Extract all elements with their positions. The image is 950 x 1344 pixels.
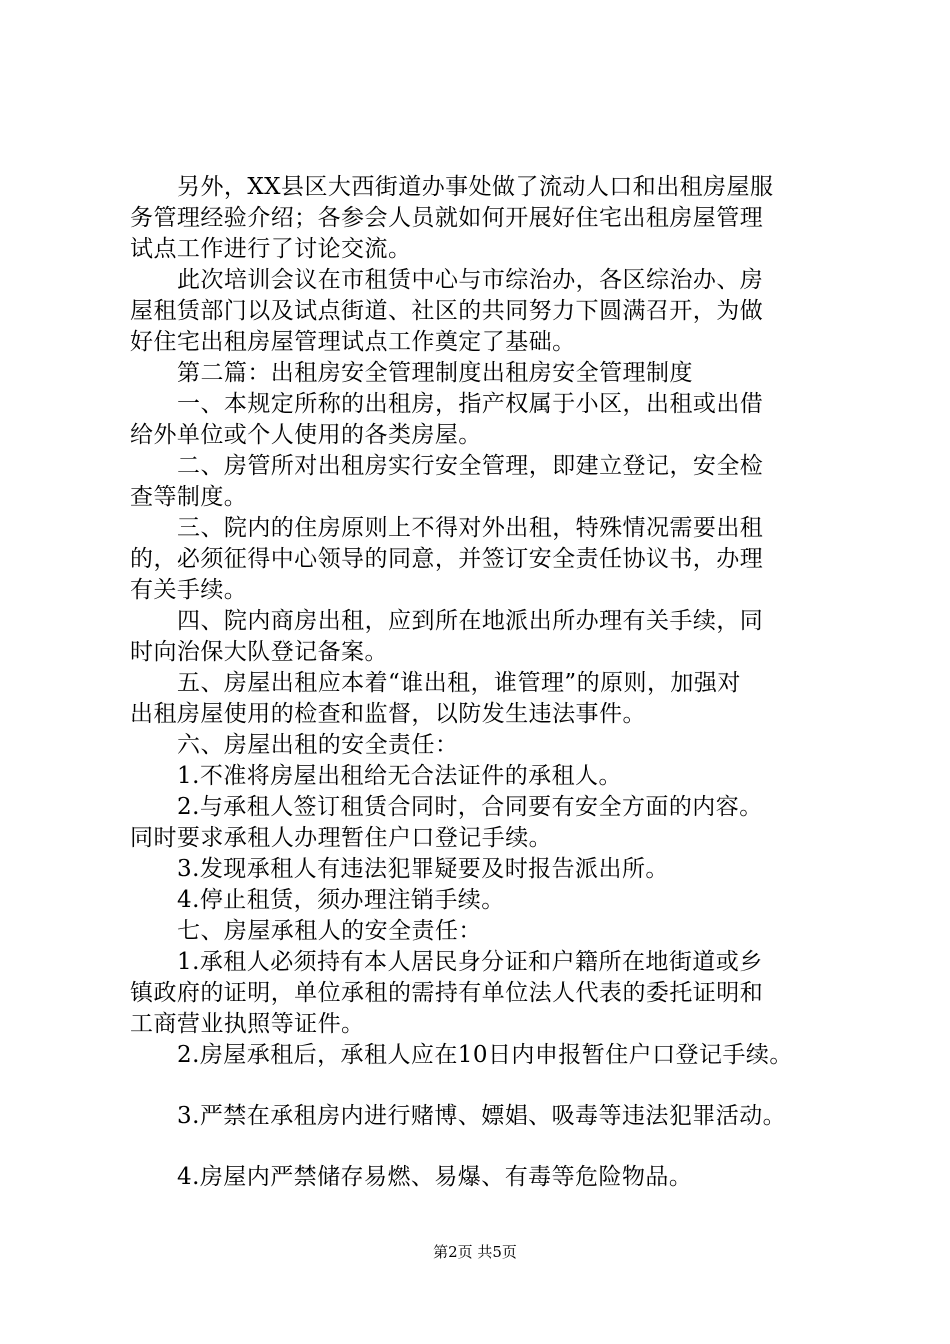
text-line: [130, 420, 830, 451]
paragraph: [130, 947, 830, 1040]
line-text: 好住宅出租房屋管理试点工作奠定了基础。: [130, 329, 576, 355]
line-text: 镇政府的证明，单位承租的需持有单位法人代表的委托证明和: [130, 980, 764, 1006]
line-text: 四、院内商房出租，应到所在地派出所办理有关手续，同: [177, 608, 764, 634]
document-body: [130, 172, 830, 1193]
line-text: 的，必须征得中心领导的同意，并签订安全责任协议书，办理: [130, 546, 764, 572]
line-text: 2.与承租人签订租赁合同时，合同要有安全方面的内容。: [177, 794, 763, 820]
text-line: [130, 792, 830, 823]
text-line: [130, 482, 830, 513]
paragraph: [130, 916, 830, 947]
line-text: 第二篇：出租房安全管理制度出租房安全管理制度: [177, 360, 693, 386]
line-text: 时向治保大队登记备案。: [130, 639, 388, 665]
text-line: [130, 1162, 830, 1193]
text-line: [130, 885, 830, 916]
text-line: [130, 296, 830, 327]
paragraph: [130, 1040, 830, 1071]
paragraph: [130, 358, 830, 389]
paragraph-gap: [130, 1071, 830, 1101]
paragraph: [130, 265, 830, 358]
paragraph: [130, 668, 830, 730]
text-line: [130, 513, 830, 544]
line-text: 1.承租人必须持有本人居民身分证和户籍所在地街道或乡: [177, 949, 763, 975]
text-line: [130, 668, 830, 699]
line-text: 七、房屋承租人的安全责任：: [177, 918, 482, 944]
line-text: 有关手续。: [130, 577, 248, 603]
text-line: [130, 575, 830, 606]
text-line: [130, 265, 830, 296]
line-text: 屋租赁部门以及试点街道、社区的共同努力下圆满召开，为做: [130, 298, 764, 324]
line-text: 工商营业执照等证件。: [130, 1011, 365, 1037]
line-text: 六、房屋出租的安全责任：: [177, 732, 459, 758]
text-line: [130, 606, 830, 637]
line-text: 3.严禁在承租房内进行赌博、嫖娼、吸毒等违法犯罪活动。: [177, 1103, 787, 1129]
text-line: [130, 978, 830, 1009]
paragraph: [130, 172, 830, 265]
line-text: 一、本规定所称的出租房，指产权属于小区，出租或出借: [177, 391, 764, 417]
line-text: 查等制度。: [130, 484, 248, 510]
paragraph-gap: [130, 1132, 830, 1162]
text-line: [130, 823, 830, 854]
text-line: [130, 730, 830, 761]
paragraph: [130, 1101, 830, 1132]
paragraph: [130, 730, 830, 761]
line-text: 2.房屋承租后，承租人应在10日内申报暂住户口登记手续。: [177, 1042, 793, 1068]
page-footer: 第2页 共5页: [433, 1243, 517, 1261]
paragraph: [130, 451, 830, 513]
paragraph: [130, 792, 830, 854]
text-line: [130, 761, 830, 792]
text-line: [130, 389, 830, 420]
text-line: [130, 451, 830, 482]
text-line: [130, 916, 830, 947]
text-line: [130, 699, 830, 730]
text-line: [130, 1101, 830, 1132]
paragraph: [130, 761, 830, 792]
line-text: 出租房屋使用的检查和监督，以防发生违法事件。: [130, 701, 646, 727]
text-line: [130, 172, 830, 203]
paragraph: [130, 513, 830, 606]
line-text: 务管理经验介绍；各参会人员就如何开展好住宅出租房屋管理: [130, 205, 764, 231]
line-text: 二、房管所对出租房实行安全管理，即建立登记，安全检: [177, 453, 764, 479]
line-text: 4.停止租赁，须办理注销手续。: [177, 887, 505, 913]
paragraph: [130, 854, 830, 885]
text-line: [130, 234, 830, 265]
line-text: 给外单位或个人使用的各类房屋。: [130, 422, 482, 448]
line-text: 同时要求承租人办理暂住户口登记手续。: [130, 825, 553, 851]
line-text: 此次培训会议在市租赁中心与市综治办，各区综治办、房: [177, 267, 764, 293]
line-text: 另外，XX县区大西街道办事处做了流动人口和出租房屋服: [177, 174, 774, 200]
paragraph: [130, 389, 830, 451]
paragraph: [130, 606, 830, 668]
paragraph: [130, 885, 830, 916]
line-text: 三、院内的住房原则上不得对外出租，特殊情况需要出租: [177, 515, 764, 541]
text-line: [130, 358, 830, 389]
text-line: [130, 637, 830, 668]
line-text: 1.不准将房屋出租给无合法证件的承租人。: [177, 763, 622, 789]
line-text: 3.发现承租人有违法犯罪疑要及时报告派出所。: [177, 856, 669, 882]
text-line: [130, 1040, 830, 1071]
line-text: 五、房屋出租应本着“谁出租，谁管理”的原则，加强对: [177, 670, 741, 696]
line-text: 试点工作进行了讨论交流。: [130, 236, 412, 262]
text-line: [130, 947, 830, 978]
text-line: [130, 203, 830, 234]
paragraph: [130, 1162, 830, 1193]
text-line: [130, 1009, 830, 1040]
text-line: [130, 327, 830, 358]
text-line: [130, 544, 830, 575]
text-line: [130, 854, 830, 885]
line-text: 4.房屋内严禁储存易燃、易爆、有毒等危险物品。: [177, 1164, 693, 1190]
